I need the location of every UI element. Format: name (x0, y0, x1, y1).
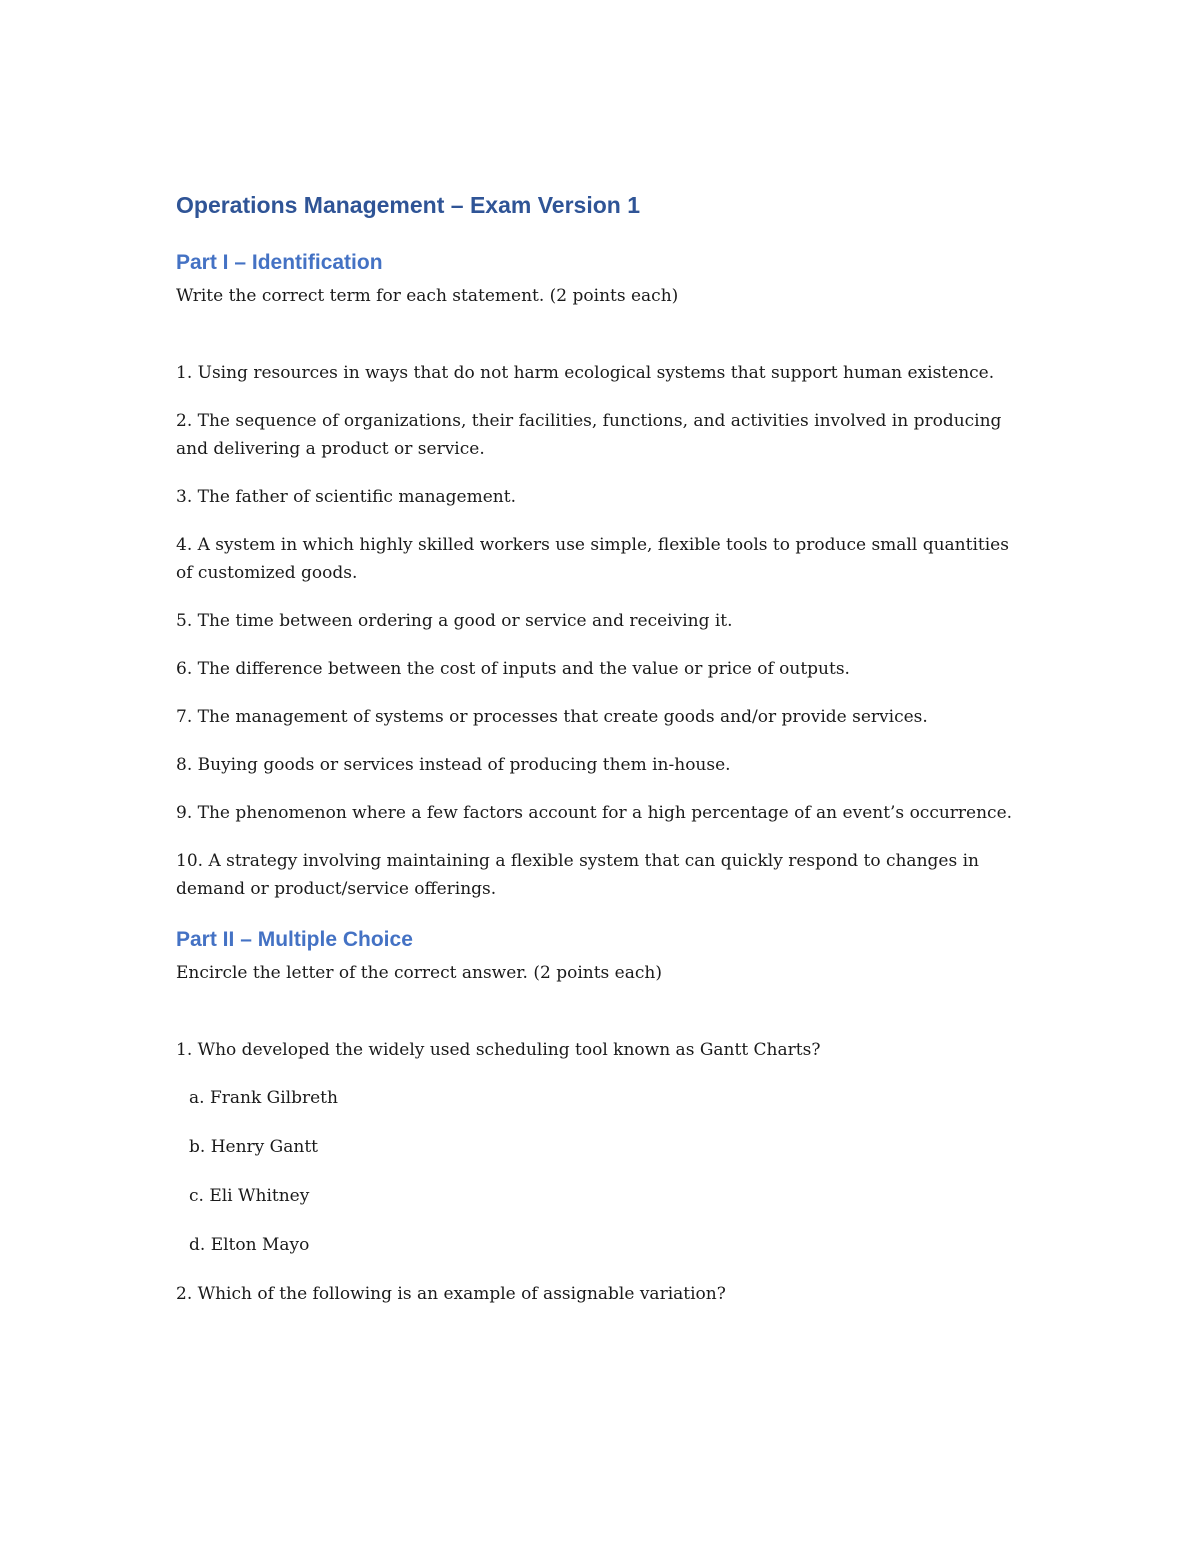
mc-question-1-option-a: a. Frank Gilbreth (189, 1088, 338, 1108)
mc-question-1-option-d: d. Elton Mayo (189, 1235, 310, 1255)
mc-question-1-option-b: b. Henry Gantt (189, 1137, 318, 1157)
mc-question-2: 2. Which of the following is an example of assignable variation? (176, 1284, 726, 1304)
part-2-instructions: Encircle the letter of the correct answer. (2 points each) (176, 963, 662, 983)
identification-list (176, 359, 1016, 903)
mc-question-1: 1. Who developed the widely used scheduling tool known as Gantt Charts? (176, 1040, 821, 1060)
document-title: Operations Management – Exam Version 1 (176, 192, 640, 218)
part-1-heading: Part I – Identification (176, 251, 383, 274)
document-body (176, 188, 1016, 1328)
identification-item-5: 5. The time between ordering a good or service and receiving it. (176, 611, 733, 631)
identification-item-4: 4. A system in which highly skilled workers use simple, flexible tools to produce small quantities of customized goods. (176, 535, 1009, 583)
mc-question-1-option-c: c. Eli Whitney (189, 1186, 310, 1206)
identification-item-8: 8. Buying goods or services instead of producing them in-house. (176, 755, 731, 775)
part-1-identification (176, 248, 1016, 903)
identification-item-2: 2. The sequence of organizations, their facilities, functions, and activities involved in producing and delivering a product or service. (176, 411, 1002, 459)
identification-item-10: 10. A strategy involving maintaining a flexible system that can quickly respond to changes in demand or product/service offerings. (176, 851, 979, 899)
part-2-multiple-choice (176, 925, 1016, 1308)
identification-item-9: 9. The phenomenon where a few factors account for a high percentage of an event’s occurrence. (176, 803, 1013, 823)
multiple-choice-list (176, 1036, 1016, 1308)
identification-item-1: 1. Using resources in ways that do not harm ecological systems that support human existence. (176, 363, 995, 383)
identification-item-7: 7. The management of systems or processes that create goods and/or provide services. (176, 707, 928, 727)
identification-item-6: 6. The difference between the cost of inputs and the value or price of outputs. (176, 659, 850, 679)
part-2-heading: Part II – Multiple Choice (176, 928, 413, 951)
part-1-instructions: Write the correct term for each statement. (2 points each) (176, 286, 679, 306)
identification-item-3: 3. The father of scientific management. (176, 487, 516, 507)
